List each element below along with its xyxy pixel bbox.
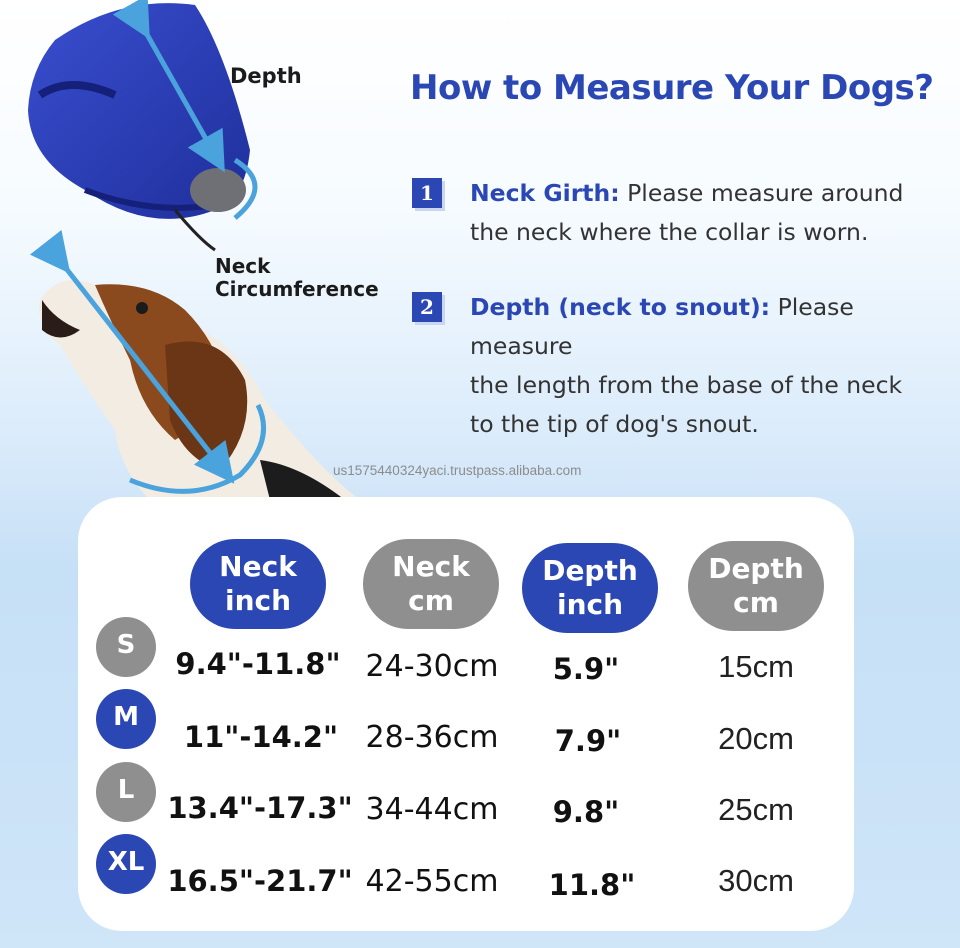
header-neck-inch xyxy=(190,539,326,629)
step-text xyxy=(470,174,952,252)
cell-neck-cm: 24-30cm xyxy=(365,649,499,684)
header-line1: Depth xyxy=(708,552,804,585)
instruction-step-1 xyxy=(412,174,952,252)
instruction-step-2 xyxy=(412,288,952,444)
size-chart-card xyxy=(78,497,854,931)
header-line2: cm xyxy=(733,586,779,619)
step-number-badge: 2 xyxy=(412,292,442,322)
header-line2: inch xyxy=(556,588,624,621)
header-line2: cm xyxy=(408,584,454,617)
neck-circumference-label xyxy=(215,255,379,301)
step-title: Neck Girth: xyxy=(470,179,620,207)
step-title: Depth (neck to snout): xyxy=(470,293,771,321)
header-line1: Depth xyxy=(542,554,638,587)
cell-neck-cm: 28-36cm xyxy=(365,720,499,755)
step-text xyxy=(470,288,952,444)
step-line1: Please measure xyxy=(470,293,854,360)
cell-neck-cm: 34-44cm xyxy=(365,792,499,827)
measurement-illustration xyxy=(0,0,420,500)
cell-depth-inch: 9.8" xyxy=(552,795,620,829)
cell-neck-inch: 13.4"-17.3" xyxy=(167,791,353,825)
header-neck-cm xyxy=(363,539,499,629)
step-number-badge: 1 xyxy=(412,178,442,208)
watermark: us1575440324yaci.trustpass.alibaba.com xyxy=(333,463,582,478)
cell-depth-inch: 11.8" xyxy=(548,868,636,902)
size-badge-s: S xyxy=(96,617,156,677)
header-depth-cm xyxy=(688,541,824,631)
cell-neck-inch: 9.4"-11.8" xyxy=(175,647,341,681)
cell-neck-cm: 42-55cm xyxy=(365,864,499,899)
size-badge-m: M xyxy=(96,689,156,749)
neck-label-line1: Neck xyxy=(215,254,271,278)
step-line2: the length from the base of the neck xyxy=(470,371,903,399)
cell-depth-cm: 15cm xyxy=(718,649,794,684)
depth-label: Depth xyxy=(230,64,302,88)
cone-collar-image xyxy=(28,3,250,250)
cell-depth-cm: 20cm xyxy=(718,721,794,756)
cell-depth-cm: 30cm xyxy=(718,863,794,898)
cell-depth-inch: 5.9" xyxy=(552,652,620,686)
page-title: How to Measure Your Dogs? xyxy=(410,68,934,108)
header-line1: Neck xyxy=(219,550,297,583)
header-line2: inch xyxy=(224,584,292,617)
step-line1: Please measure around xyxy=(627,179,904,207)
cell-depth-inch: 7.9" xyxy=(554,724,622,758)
step-line2: the neck where the collar is worn. xyxy=(470,218,869,246)
size-badge-xl: XL xyxy=(96,834,156,894)
neck-label-line2: Circumference xyxy=(215,277,379,301)
header-depth-inch xyxy=(522,543,658,633)
cell-neck-inch: 11"-14.2" xyxy=(183,720,339,754)
cell-depth-cm: 25cm xyxy=(718,792,794,827)
size-badge-l: L xyxy=(96,762,156,822)
header-line1: Neck xyxy=(392,550,470,583)
dog-image xyxy=(39,280,360,500)
step-line3: to the tip of dog's snout. xyxy=(470,410,759,438)
cell-neck-inch: 16.5"-21.7" xyxy=(167,864,353,898)
